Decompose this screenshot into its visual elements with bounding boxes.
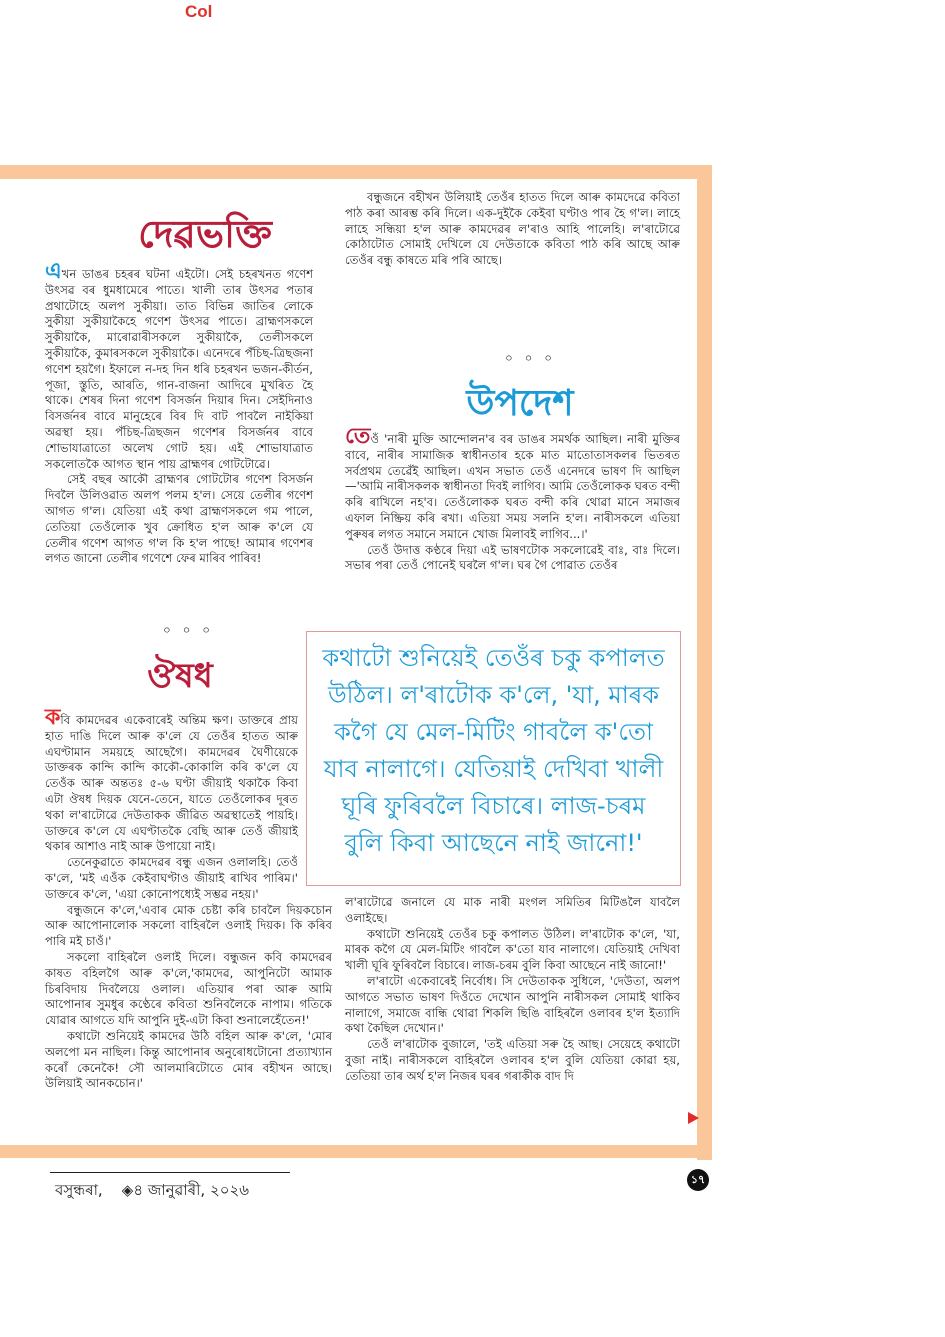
- story-advice-continued: [345, 895, 680, 1085]
- paragraph: কথাটো শুনিয়েই তেওঁৰ চকু কপালত উঠিল। ল'ৰাটোক ক'লে, 'যা, মাৰক কগৈ যে মেল-মিটিং গাবলৈ ক'তো যাব নালাগে। যেতিয়াই দেখিবা খালী ঘূৰি ফুৰিবলৈ বিচাৰে। লাজ-চৰম বুলি কিবা আছেনে নাই জানো!': [345, 926, 680, 973]
- magazine-name: বসুন্ধৰা,: [55, 1181, 103, 1199]
- separator: ০ ০ ০: [163, 623, 215, 637]
- story-devotion-body: [45, 259, 313, 567]
- footer: [55, 1179, 249, 1204]
- drop-cap: ক: [45, 705, 61, 730]
- page-border-top: [0, 165, 712, 179]
- continue-arrow-icon: [688, 1112, 699, 1124]
- paragraph: এখন ডাঙৰ চহৰৰ ঘটনা এইটো। সেই চহৰখনত গণেশ উৎসৱ বৰ ধুমধামেৰে পাতে। খালী তাৰ উৎসৱ পতাৰ প্ৰথাটোহে অলপ সুকীয়া। তাত বিভিন্ন জাতিৰ লোকে সুকীয়া সুকীয়াকৈহে গণেশ উৎসৱ পাতে। ব্ৰাহ্মণসকলে সুকীয়াকৈ, মাৰোৱাৰীসকলে সুকীয়াকৈ, তেলীসকলে সুকীয়াকৈ, কুমাৰসকলে সুকীয়াকৈ। এনেদৰে পঁচিছ-ত্ৰিছজনা গণেশ হয়গৈ। ইফালে ন-দহ দিন ধৰি চহৰখন ভজন-কীৰ্তন, পূজা, স্তুতি, আৰতি, গান-বাজনা আদিৰে মুখৰিত হৈ থাকে। শেষৰ দিনা গণেশ বিসৰ্জন দিয়াৰ দিন। সেইদিনাও বিসৰ্জনৰ বাবে মানুহেৰে বিৰ দি বাট পাবলৈ নাইকিয়া অৱস্থা হয়। পঁচিছ-ত্ৰিছজন গণেশৰ বিসৰ্জনৰ বাবে শোভাযাত্ৰাতো অলেখ গোট হয়। এই শোভাযাত্ৰাত সকলোতকৈ আগত স্থান পায় ব্ৰাহ্মণৰ গোটটোৱে।: [45, 259, 313, 471]
- paragraph: সকলো বাহিৰলৈ ওলাই দিলে। বন্ধুজন কবি কামদেৱৰ কাষত বহিলগৈ আৰু ক'লে,'কামদেৱ, আপুনিটো আমাক চিৰবিদায় দিবলৈয়ে ওলাল। এতিয়াৰ পৰা আৰু আমি আপোনাৰ সুমধুৰ কণ্ঠেৰে কবিতা শুনিবলৈকে নাপাম। গতিকে যোৱাৰ আগতে যদি আপুনি দুই-এটা কিবা শুনালেহেঁতেন!': [45, 949, 332, 1028]
- story-title-devotion: দেৱভক্তি: [138, 212, 272, 256]
- paragraph: কথাটো শুনিয়েই কামদেৱ উঠি বহিল আৰু ক'লে, 'মোৰ অলপো মন নাছিল। কিন্তু আপোনাৰ অনুৰোধটোনো প্ৰত্যাখ্যান কৰোঁ কেনেকৈ! সৌ আলমাৰিটোতে মোৰ বহীখন আছে। উলিয়াই আনকচোন।': [45, 1028, 332, 1091]
- page-border-bottom: [0, 1145, 712, 1158]
- page-number: ১৭: [687, 1169, 709, 1191]
- paragraph: ল'ৰাটোৱে জনালে যে মাক নাৰী মংগল সমিতিৰ মিটিঙলৈ যাবলৈ ওলাইছে।: [345, 895, 680, 925]
- story-advice-body: [345, 424, 680, 574]
- issue-date: ◈৪ জানুৱাৰী, ২০২৬: [121, 1181, 249, 1199]
- paragraph: কবি কামদেৱৰ একেবাৰেই অন্তিম ক্ষণ। ডাক্তৰে প্ৰায় হাত দাঙি দিলে আৰু ক'লে যে তেওঁৰ হাতত আৰু এঘণ্টামান সময়হে আছেগৈ। কামদেৱৰ ঘৈণীয়েকে ডাক্তৰক কান্দি কান্দি কাকৌ-কোকালি কৰি ক'লে যে তেওঁক আৰু অন্ততঃ ৫-৬ ঘণ্টা জীয়াই থকাকৈ কিবা এটা ঔষধ দিয়ক যেনে-তেনে, যাতে তেওঁলোকৰ দূৰত থকা ল'ৰাটোৱে দেউতাকক জীৱিত অৱস্থাতেই পায়হি। ডাক্তৰে ক'লে যে এঘণ্টাতকৈ বেছি আৰু তেওঁ জীয়াই থকাৰ আশাও নাই আৰু উপায়ো নাই।: [45, 705, 298, 854]
- story-medicine-body: [45, 705, 332, 1092]
- story-title-medicine: ঔষধ: [147, 656, 213, 696]
- story-medicine-continued: [345, 190, 680, 269]
- paragraph: বন্ধুজনে বহীখন উলিয়াই তেওঁৰ হাতত দিলে আৰু কামদেৱে কবিতা পাঠ কৰা আৰম্ভ কৰি দিলে। এক-দুইকৈ কেইবা ঘণ্টাও পাৰ হৈ গ'ল। লাহে লাহে সন্ধিয়া হ'ল আৰু কামদেৱৰ ল'ৰাও আহি পালেহি। ল'ৰাটোৱে কোঠাটোত সোমাই দেখিলে যে দেউতাকে কবিতা পাঠ কৰি আছে আৰু তেওঁৰ বন্ধু কাষতে মৰি পৰি আছে।: [345, 190, 680, 268]
- paragraph: তেওঁ উদাত্ত কণ্ঠৰে দিয়া এই ভাষণটোক সকলোৱেই বাঃ, বাঃ দিলে। সভাৰ পৰা তেওঁ পোনেই ঘৰলৈ গ'ল। ঘৰ গৈ পোৱাত তেওঁৰ: [345, 542, 680, 573]
- paragraph: তেওঁ ল'ৰাটোক বুজালে, 'তই এতিয়া সৰু হৈ আছ। সেয়েহে কথাটো বুজা নাই। নাৰীসকলে বাহিৰলৈ ওলাবৰ হ'ল বুলি যেতিয়া কোৱা হয়, তেতিয়া তাৰ অৰ্থ হ'ল নিজৰ ঘৰৰ গৰাকীক বাদ দি: [345, 1037, 680, 1083]
- page-border-right: [697, 165, 712, 1160]
- pull-quote: কথাটো শুনিয়েই তেওঁৰ চকু কপালত উঠিল। ল'ৰাটোক ক'লে, 'যা, মাৰক কগৈ যে মেল-মিটিং গাবলৈ ক'তো যাব নালাগে। যেতিয়াই দেখিবা খালী ঘূৰি ফুৰিবলৈ বিচাৰে। লাজ-চৰম বুলি কিবা আছেনে নাই জানো!': [306, 631, 681, 886]
- story-title-advice: উপদেশ: [466, 383, 574, 424]
- drop-cap: তে: [345, 424, 371, 449]
- drop-cap: এ: [45, 259, 62, 284]
- paragraph: সেই বছৰ আকৌ ব্ৰাহ্মণৰ গোটটোৰ গণেশ বিসৰ্জন দিবলৈ উলিওৱাত অলপ পলম হ'ল। সেয়ে তেলীৰ গণেশ আগত গ'ল। যেতিয়া এই কথা ব্ৰাহ্মণসকলে গম পালে, তেতিয়া তেওঁলোক খুব ক্ৰোধিত হ'ল আৰু ক'লে যে তেলীৰ গণেশ আগত গ'ল কি হ'ল পাছে! আমাৰ গণেশৰ লগত জানো তেলীৰ গণেশে ফেৰ মাৰিব পাৰিব!: [45, 472, 313, 566]
- footer-rule: [50, 1172, 290, 1173]
- paragraph: তেনেকুৱাতে কামদেৱৰ বন্ধু এজন ওলালহি। তেওঁ ক'লে, 'মই এওঁক কেইবাঘণ্টাও জীয়াই ৰাখিব পাৰিম।' ডাক্তৰে ক'লে, 'এয়া কোনোপধ্যেই সম্ভৱ নহয়।': [45, 855, 298, 901]
- paragraph: ল'ৰাটো একেবাৰেই নিৰ্বোধ। সি দেউতাকক সুধিলে, 'দেউতা, অলপ আগতে সভাত ভাষণ দিওঁতে দেখোন আপুনি নাৰীসকল সোমাই থাকিব নালাগে, সমাজে বান্ধি থোৱা শিকলি ছিঙি বাহিৰলৈ ওলাবৰ হ'ল ইত্যাদি কথা কৈছিল দেখোন।': [345, 973, 680, 1036]
- paragraph: বন্ধুজনে ক'লে,'এবাৰ মোক চেষ্টা কৰি চাবলৈ দিয়কচোন আৰু আপোনালোক সকলো বাহিৰলৈ ওলাই দিয়ক। কি কৰিব পাৰি মই চাওঁ।': [45, 902, 332, 949]
- separator: ০ ০ ০: [505, 351, 557, 365]
- column-label: Col: [185, 2, 213, 21]
- paragraph: তেওঁ 'নাৰী মুক্তি আন্দোলন'ৰ বৰ ডাঙৰ সমৰ্থক আছিল। নাৰী মুক্তিৰ বাবে, নাৰীৰ সামাজিক স্বাধীনতাৰ হকে মাত মাতোতাসকলৰ ভিতৰত সৰ্বপ্ৰথম তেৱেঁই আছিল। এখন সভাত তেওঁ এনেদৰে ভাষণ দি আছিল —'আমি নাৰীসকলক স্বাধীনতা দিবই লাগিব। আমি তেওঁলোকক ঘৰত বন্দী কৰি ৰাখিলে নহ'ব। তেওঁলোকক ঘৰত বন্দী কৰি থোৱা মানে সমাজৰ এফাল নিষ্ক্ৰিয় কৰি ৰখা। এতিয়া সময় সলনি হ'ল। নাৰীসকলে এতিয়া পুৰুষৰ লগত সমানে সমানে খোজ মিলাবই লাগিব...।': [345, 424, 680, 541]
